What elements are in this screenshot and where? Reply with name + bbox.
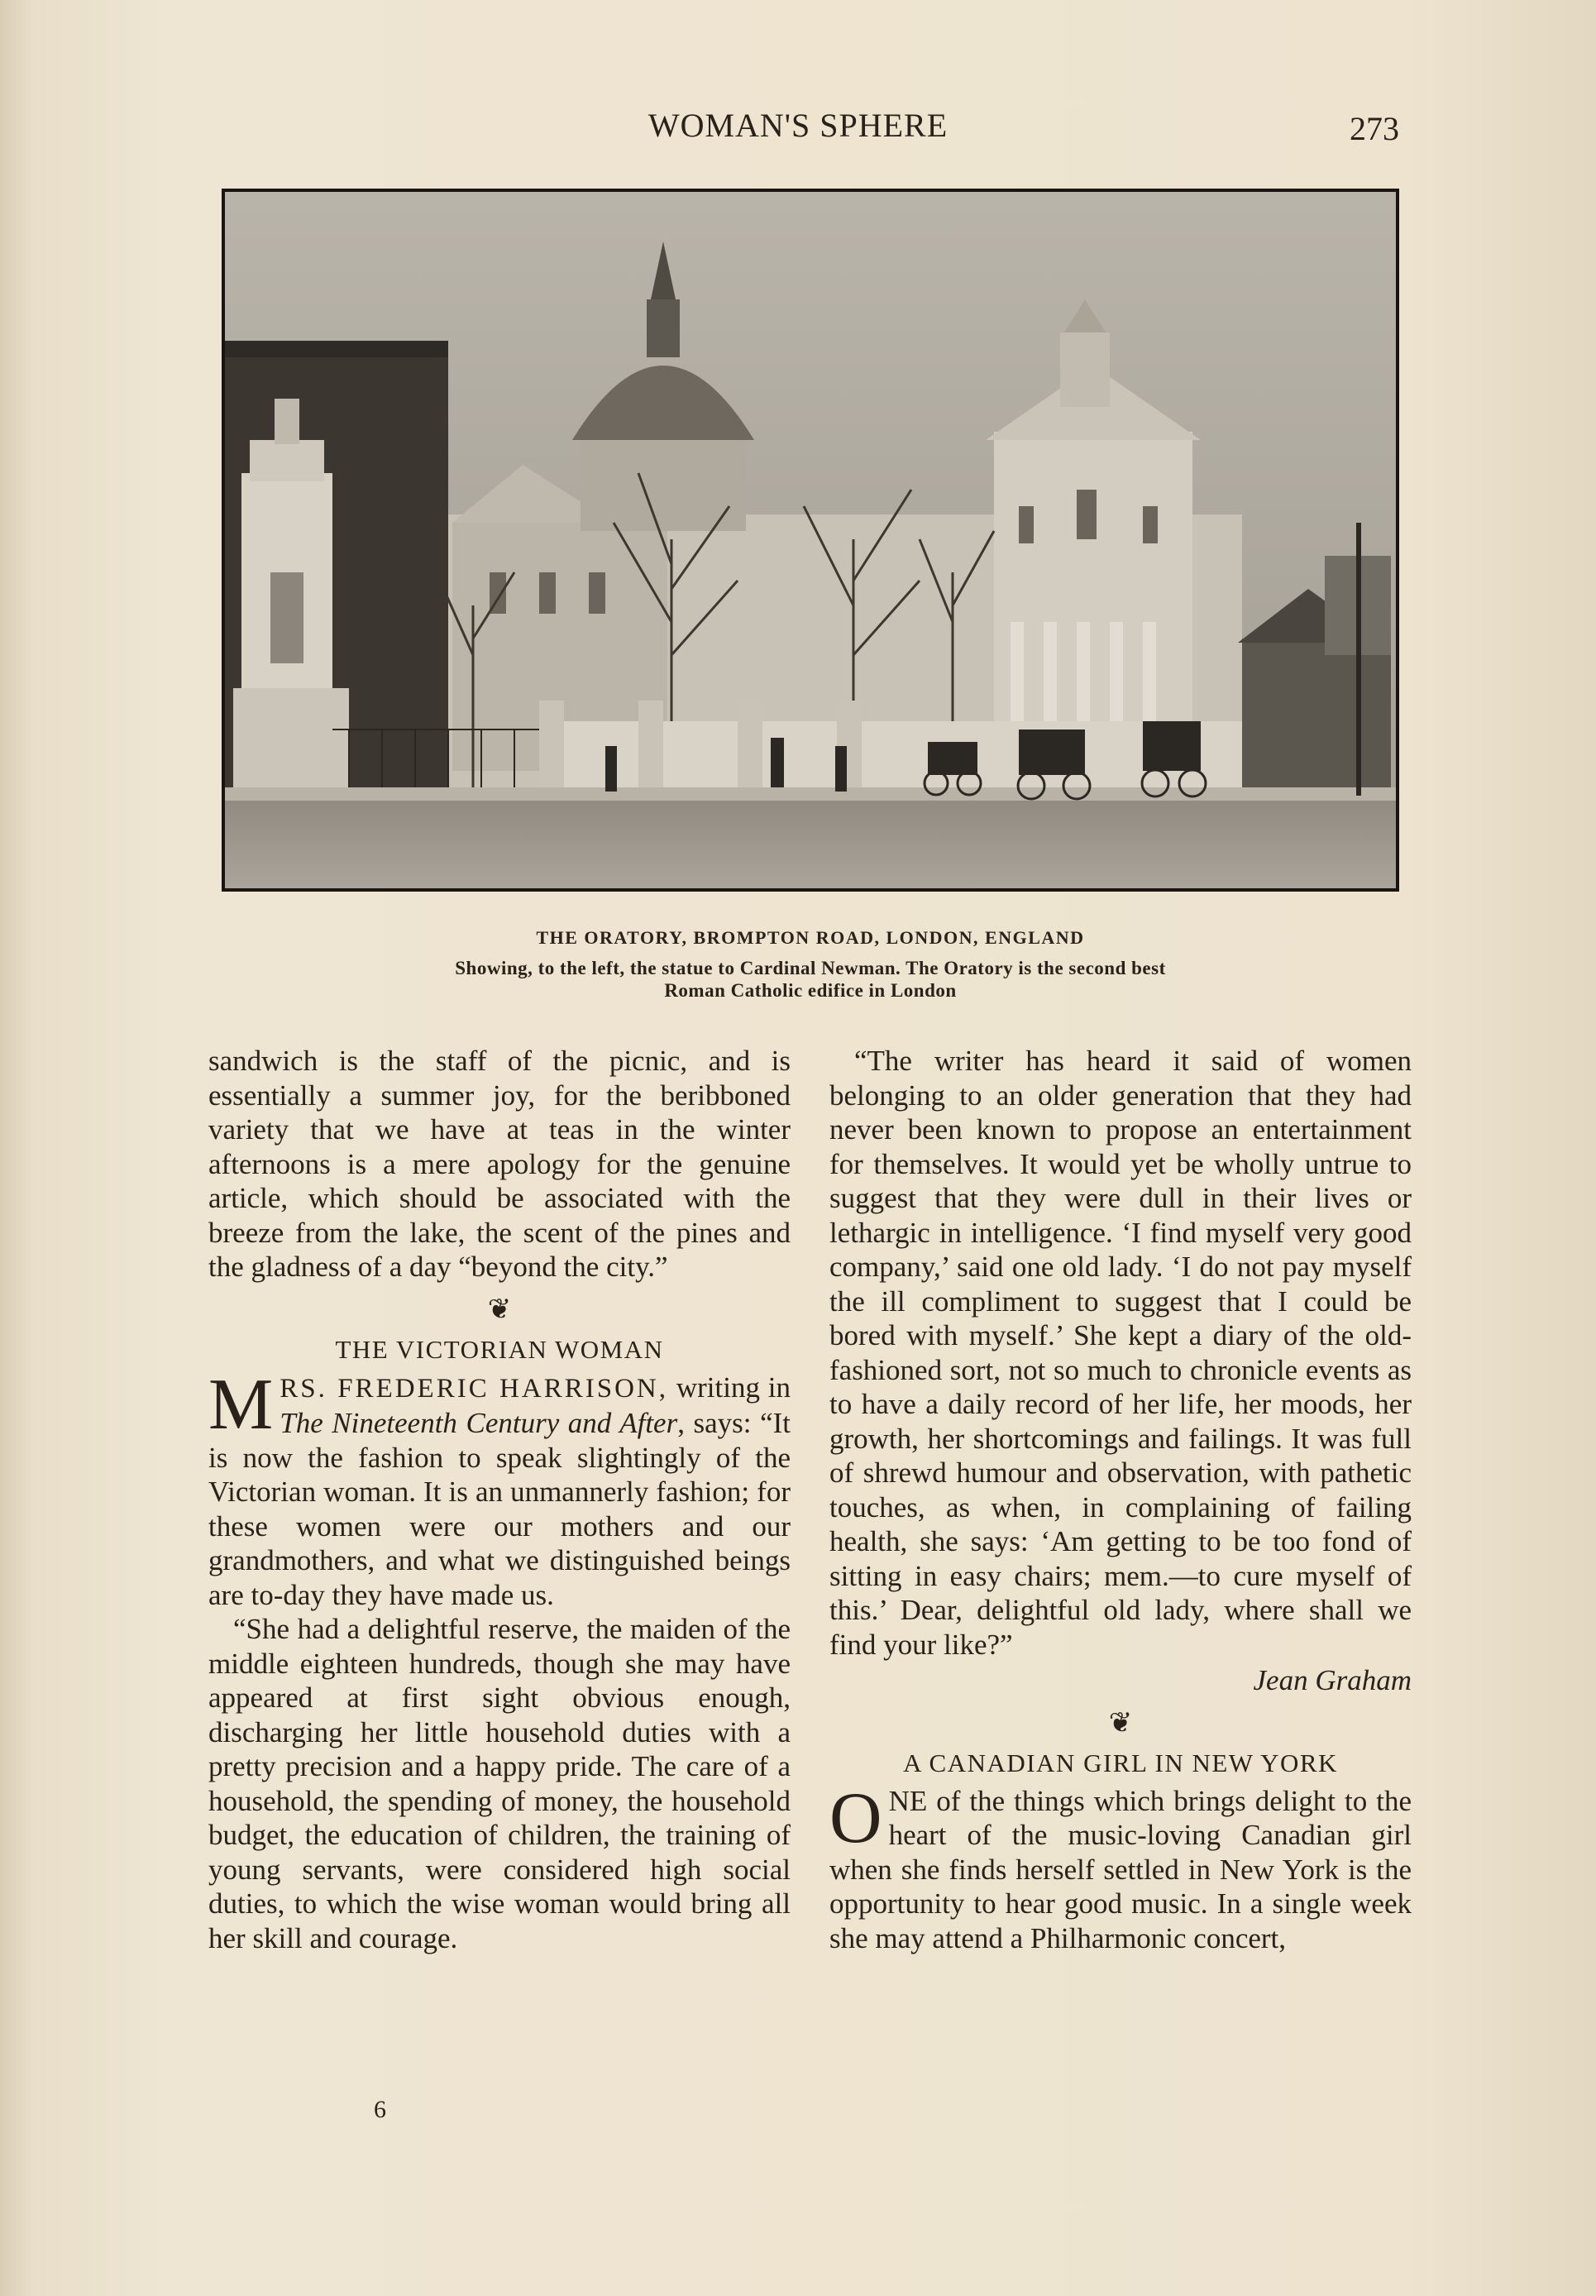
oratory-photo-illustration [225, 192, 1396, 888]
section-title-victorian-woman: THE VICTORIAN WOMAN [335, 1334, 664, 1364]
caption-line-1: Showing, to the left, the statue to Cardinal Newman. The Oratory is the second best [455, 958, 1166, 978]
page-number: 273 [1350, 110, 1399, 147]
oratory-photograph [222, 189, 1399, 892]
lead-text-1: writing in [668, 1370, 791, 1404]
drop-cap-o: O [829, 1777, 882, 1858]
caption-line-2: Roman Catholic edifice in London [664, 980, 957, 1001]
canadian-girl-text: NE of the things which brings delight to the heart of the music-loving Canadian girl when she finds herself settled in New York is the opportunity to hear good music. In a single week she may attend a Philharmonic concert, [829, 1784, 1412, 1954]
picnic-paragraph-end: sandwich is the staff of the picnic, and is essentially a summer joy, for the beribboned variety that we have at teas in the winter afternoons is a mere apology for the genuine article, which should be associated with the breeze from the lake, the scent of the pines and the gladness of a day “beyond the city.” [208, 1045, 791, 1283]
author-signature: Jean Graham [1253, 1664, 1412, 1696]
left-column [208, 1044, 791, 1955]
section-ornament-icon-2: ❦ [1108, 1707, 1133, 1739]
running-title: WOMAN'S SPHERE [647, 107, 949, 144]
lead-in-name: RS. FREDERIC HARRISON, [280, 1373, 668, 1404]
old-lady-paragraph: “The writer has heard it said of women belonging to an older generation that they had never been known to propose an entertainment for themselves. It would yet be wholly untrue to suggest that they were dull in their lives or lethargic in intelligence. ‘I find myself very good company,’ said one old lady. ‘I do not pay myself the ill compliment to suggest that I could be bored with myself.’ She kept a diary of the old-fashioned sort, not so much to chronicle events as to have a daily record of her life, her moods, her growth, her shortcomings and failings. It was full of shrewd humour and observation, with pathetic touches, as when, in complaining of failing health, she says: ‘Am getting to be too fond of sitting in easy chairs; mem.—to cure myself of this.’ Dear, delightful old lady, where shall we find your like?” [829, 1045, 1412, 1661]
caption-title: THE ORATORY, BROMPTON ROAD, LONDON, ENGLAND [536, 927, 1085, 948]
victorian-woman-paragraph-2: “She had a delightful reserve, the maiden of the middle eighteen hundreds, though she may have appeared at first sight obvious enough, discharging her little household duties with a pretty precision and a happy pride. The care of a household, the spending of money, the household budget, the education of children, the training of young servants, were considered high social duties, to which the wise woman would bring all her skill and courage. [208, 1613, 791, 1954]
victorian-woman-paragraph-1 [208, 1364, 791, 1613]
right-column [829, 1044, 1412, 1955]
running-head [0, 106, 1596, 155]
drop-cap-m: M [208, 1364, 274, 1445]
signature-mark: 6 [374, 2096, 386, 2123]
publication-title: The Nineteenth Century and After [280, 1407, 678, 1439]
section-title-canadian-girl: A CANADIAN GIRL IN NEW YORK [903, 1748, 1338, 1777]
canadian-girl-paragraph [829, 1777, 1412, 1956]
lead-text-2: , says: “It is now the fashion to speak slightingly of the Victorian woman. It is an unmannerly fashion; for these women were our mothers and our grandmothers, and what we distinguished beings are to-day they have made us. [208, 1407, 791, 1611]
section-ornament-icon: ❦ [487, 1294, 512, 1325]
photo-caption [222, 926, 1399, 1002]
